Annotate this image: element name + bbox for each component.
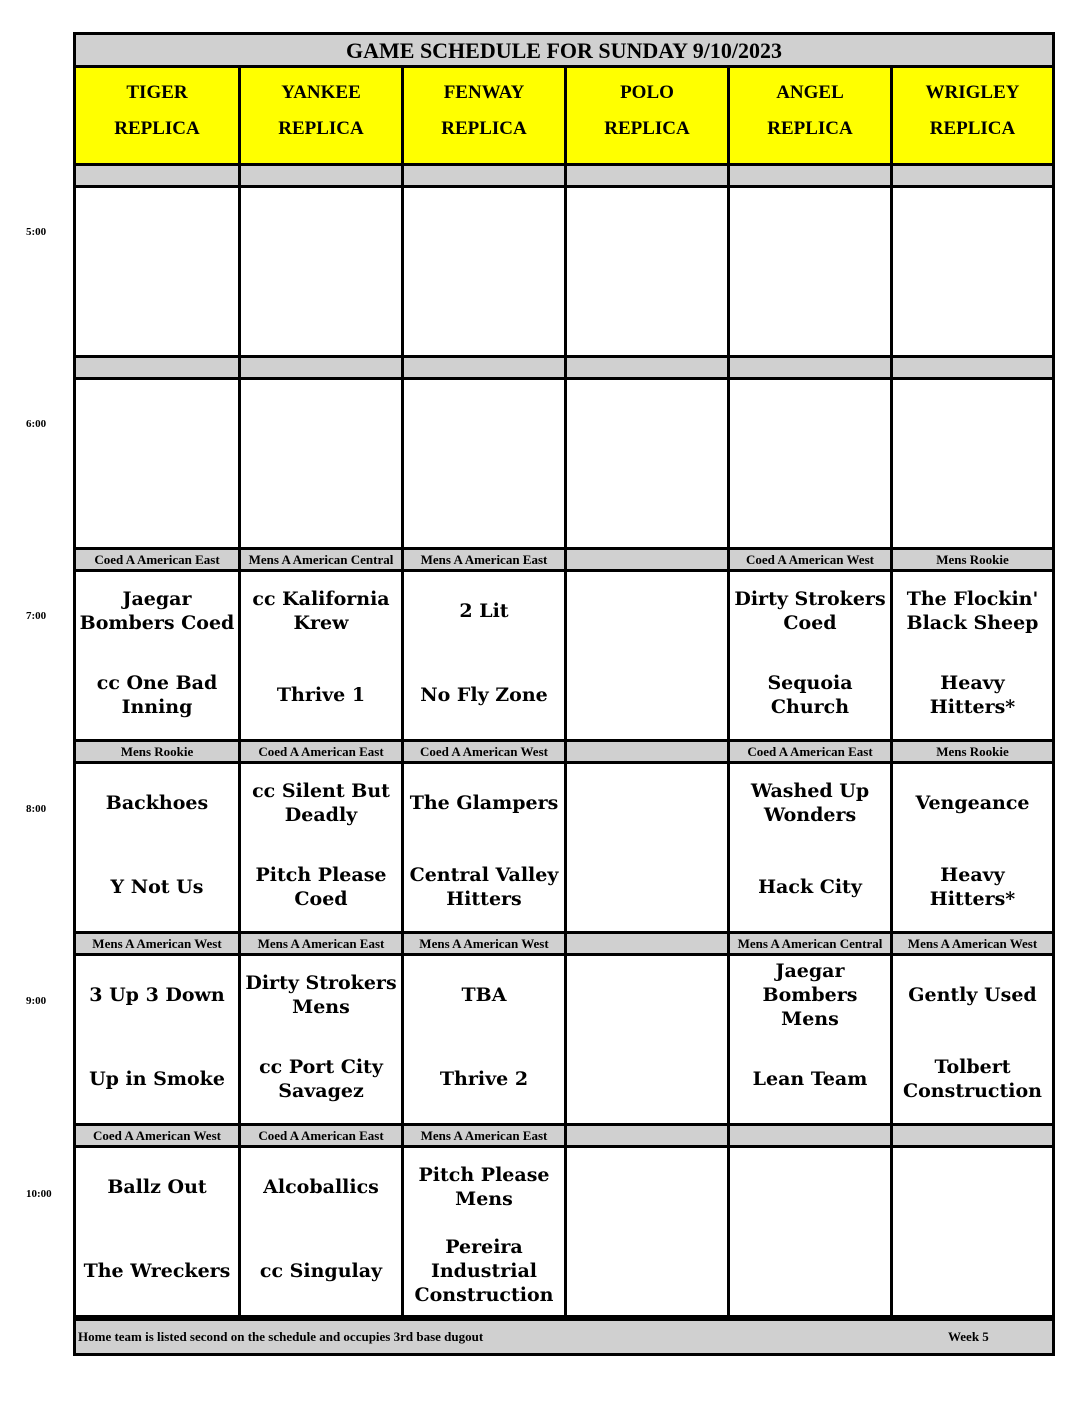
game-slot-row	[76, 380, 1052, 550]
game-cell-fenway	[404, 380, 567, 547]
division-label-yankee: Mens A American Central	[241, 550, 404, 569]
game-cell-angel	[730, 764, 893, 931]
time-label-5: 5:00	[26, 226, 47, 238]
field-name: ANGEL	[776, 82, 844, 103]
field-name: FENWAY	[443, 82, 525, 103]
game-cell-angel	[730, 956, 893, 1123]
home-team: Tolbert Construction	[903, 1056, 1042, 1102]
home-team	[78, 284, 236, 338]
game-cell-wrigley	[893, 380, 1052, 547]
division-label-angel: Mens A American Central	[730, 934, 893, 953]
field-subtitle: REPLICA	[767, 118, 853, 139]
game-cell-wrigley	[893, 956, 1052, 1123]
game-cell-angel	[730, 188, 893, 355]
game-cell-polo	[567, 764, 730, 931]
division-label-wrigley	[893, 358, 1052, 377]
home-team: Thrive 1	[276, 684, 366, 706]
footer-note: Home team is listed second on the schedule and occupies 3rd base dugout	[78, 1329, 484, 1344]
field-subtitle: REPLICA	[114, 118, 200, 139]
home-team	[406, 476, 562, 530]
away-team	[732, 1160, 888, 1214]
home-team: Pereira Industrial Construction	[414, 1236, 554, 1306]
division-label-wrigley: Mens A American West	[893, 934, 1052, 953]
field-header-fenway	[404, 68, 567, 163]
away-team	[732, 392, 888, 446]
division-label-wrigley	[893, 1126, 1052, 1145]
game-cell-yankee	[241, 380, 404, 547]
field-subtitle: REPLICA	[441, 118, 527, 139]
away-team	[569, 584, 725, 638]
away-team	[406, 392, 562, 446]
field-header-wrigley	[893, 68, 1052, 163]
division-label-angel: Coed A American East	[730, 742, 893, 761]
away-team	[569, 392, 725, 446]
division-row	[76, 742, 1052, 764]
time-label-6: 6:00	[26, 418, 47, 430]
home-team: The Wreckers	[83, 1260, 231, 1282]
division-label-angel	[730, 166, 893, 185]
time-label-7: 7:00	[26, 610, 47, 622]
field-name: TIGER	[126, 82, 188, 103]
division-label-tiger: Mens A American West	[76, 934, 241, 953]
home-team	[243, 476, 399, 530]
away-team	[895, 1160, 1050, 1214]
division-label-fenway: Mens A American West	[404, 934, 567, 953]
home-team: Pitch Please Coed	[255, 864, 387, 910]
game-cell-yankee	[241, 1148, 404, 1315]
home-team	[569, 1052, 725, 1106]
division-label-tiger: Coed A American East	[76, 550, 241, 569]
game-slot-row	[76, 572, 1052, 742]
home-team	[78, 476, 236, 530]
away-team: Jaegar Bombers Coed	[79, 588, 235, 634]
schedule-footer	[76, 1321, 1052, 1353]
home-team	[895, 1244, 1050, 1298]
week-label: Week 5	[948, 1329, 989, 1344]
home-team	[732, 284, 888, 338]
home-team	[243, 284, 399, 338]
game-cell-wrigley	[893, 764, 1052, 931]
schedule-table	[73, 32, 1055, 1356]
field-header-tiger	[76, 68, 241, 163]
away-team: Dirty Strokers Coed	[734, 588, 886, 634]
division-label-yankee: Coed A American East	[241, 742, 404, 761]
away-team: Jaegar Bombers Mens	[762, 960, 858, 1030]
game-cell-yankee	[241, 956, 404, 1123]
division-label-wrigley: Mens Rookie	[893, 742, 1052, 761]
home-team: Heavy Hitters*	[929, 864, 1016, 910]
division-label-yankee: Coed A American East	[241, 1126, 404, 1145]
game-cell-angel	[730, 1148, 893, 1315]
away-team	[569, 968, 725, 1022]
time-label-10: 10:00	[26, 1188, 52, 1200]
game-cell-polo	[567, 572, 730, 739]
field-name: WRIGLEY	[925, 82, 1020, 103]
home-team	[895, 284, 1050, 338]
game-cell-polo	[567, 956, 730, 1123]
field-name: YANKEE	[281, 82, 361, 103]
division-row	[76, 166, 1052, 188]
game-cell-fenway	[404, 764, 567, 931]
game-cell-angel	[730, 380, 893, 547]
away-team: Washed Up Wonders	[750, 780, 870, 826]
division-row	[76, 1126, 1052, 1148]
game-cell-fenway	[404, 1148, 567, 1315]
division-label-angel: Coed A American West	[730, 550, 893, 569]
division-label-angel	[730, 358, 893, 377]
home-team: Sequoia Church	[767, 672, 853, 718]
game-cell-tiger	[76, 956, 241, 1123]
field-header-polo	[567, 68, 730, 163]
division-label-tiger	[76, 358, 241, 377]
division-label-polo	[567, 934, 730, 953]
away-team	[78, 200, 236, 254]
game-cell-fenway	[404, 188, 567, 355]
away-team: 3 Up 3 Down	[89, 984, 225, 1006]
game-slot-row	[76, 1148, 1052, 1318]
division-label-polo	[567, 166, 730, 185]
game-slot-row	[76, 764, 1052, 934]
home-team	[569, 860, 725, 914]
game-cell-fenway	[404, 956, 567, 1123]
game-cell-polo	[567, 1148, 730, 1315]
away-team: Dirty Strokers Mens	[245, 972, 397, 1018]
field-name: POLO	[620, 82, 674, 103]
away-team	[895, 392, 1050, 446]
game-cell-yankee	[241, 572, 404, 739]
away-team: Alcoballics	[263, 1176, 379, 1198]
division-label-yankee	[241, 166, 404, 185]
away-team	[78, 392, 236, 446]
division-label-polo	[567, 550, 730, 569]
away-team: Backhoes	[105, 792, 209, 814]
away-team: Pitch Please Mens	[418, 1164, 550, 1210]
home-team: Up in Smoke	[89, 1068, 225, 1090]
division-label-fenway: Mens A American East	[404, 1126, 567, 1145]
home-team: cc One Bad Inning	[96, 672, 218, 718]
game-cell-tiger	[76, 572, 241, 739]
home-team: cc Singulay	[259, 1260, 383, 1282]
away-team	[243, 392, 399, 446]
field-header-row	[76, 68, 1052, 166]
away-team: cc Silent But Deadly	[252, 780, 390, 826]
field-header-angel	[730, 68, 893, 163]
away-team	[569, 776, 725, 830]
away-team: The Glampers	[409, 792, 559, 814]
away-team	[406, 200, 562, 254]
away-team: Gently Used	[908, 984, 1037, 1006]
home-team: Central Valley Hitters	[409, 864, 559, 910]
away-team	[732, 200, 888, 254]
game-cell-angel	[730, 572, 893, 739]
game-cell-tiger	[76, 1148, 241, 1315]
game-cell-fenway	[404, 572, 567, 739]
game-slot-row	[76, 188, 1052, 358]
away-team: Vengeance	[915, 792, 1030, 814]
time-label-9: 9:00	[26, 995, 47, 1007]
home-team: Thrive 2	[439, 1068, 529, 1090]
home-team: cc Port City Savagez	[259, 1056, 383, 1102]
home-team	[569, 476, 725, 530]
division-label-tiger: Mens Rookie	[76, 742, 241, 761]
division-label-fenway: Mens A American East	[404, 550, 567, 569]
division-row	[76, 358, 1052, 380]
game-cell-tiger	[76, 764, 241, 931]
schedule-title: GAME SCHEDULE FOR SUNDAY 9/10/2023	[76, 35, 1052, 68]
home-team: Hack City	[758, 876, 862, 898]
away-team	[895, 200, 1050, 254]
game-cell-polo	[567, 380, 730, 547]
game-cell-wrigley	[893, 188, 1052, 355]
game-cell-polo	[567, 188, 730, 355]
home-team	[569, 668, 725, 722]
division-row	[76, 934, 1052, 956]
division-label-polo	[567, 1126, 730, 1145]
field-subtitle: REPLICA	[604, 118, 690, 139]
away-team: The Flockin' Black Sheep	[906, 588, 1039, 634]
home-team	[406, 284, 562, 338]
away-team	[569, 1160, 725, 1214]
field-subtitle: REPLICA	[929, 118, 1016, 139]
time-label-8: 8:00	[26, 803, 47, 815]
away-team: Ballz Out	[107, 1176, 207, 1198]
home-team	[569, 1244, 725, 1298]
game-cell-tiger	[76, 188, 241, 355]
division-label-angel	[730, 1126, 893, 1145]
away-team: cc Kalifornia Krew	[252, 588, 390, 634]
division-label-fenway	[404, 358, 567, 377]
division-label-tiger	[76, 166, 241, 185]
home-team	[732, 1244, 888, 1298]
field-subtitle: REPLICA	[278, 118, 364, 139]
game-cell-yankee	[241, 188, 404, 355]
home-team: No Fly Zone	[420, 684, 548, 706]
home-team: Y Not Us	[110, 876, 204, 898]
division-label-wrigley: Mens Rookie	[893, 550, 1052, 569]
division-label-tiger: Coed A American West	[76, 1126, 241, 1145]
away-team: 2 Lit	[459, 600, 509, 622]
division-label-yankee: Mens A American East	[241, 934, 404, 953]
away-team	[243, 200, 399, 254]
home-team	[895, 476, 1050, 530]
home-team	[569, 284, 725, 338]
division-label-fenway: Coed A American West	[404, 742, 567, 761]
division-label-polo	[567, 358, 730, 377]
home-team: Lean Team	[752, 1068, 868, 1090]
division-label-fenway	[404, 166, 567, 185]
game-cell-wrigley	[893, 1148, 1052, 1315]
game-cell-wrigley	[893, 572, 1052, 739]
game-slot-row	[76, 956, 1052, 1126]
home-team: Heavy Hitters*	[929, 672, 1016, 718]
division-label-polo	[567, 742, 730, 761]
away-team	[569, 200, 725, 254]
home-team	[732, 476, 888, 530]
away-team: TBA	[461, 984, 507, 1006]
division-label-wrigley	[893, 166, 1052, 185]
division-row	[76, 550, 1052, 572]
game-cell-tiger	[76, 380, 241, 547]
division-label-yankee	[241, 358, 404, 377]
game-cell-yankee	[241, 764, 404, 931]
field-header-yankee	[241, 68, 404, 163]
